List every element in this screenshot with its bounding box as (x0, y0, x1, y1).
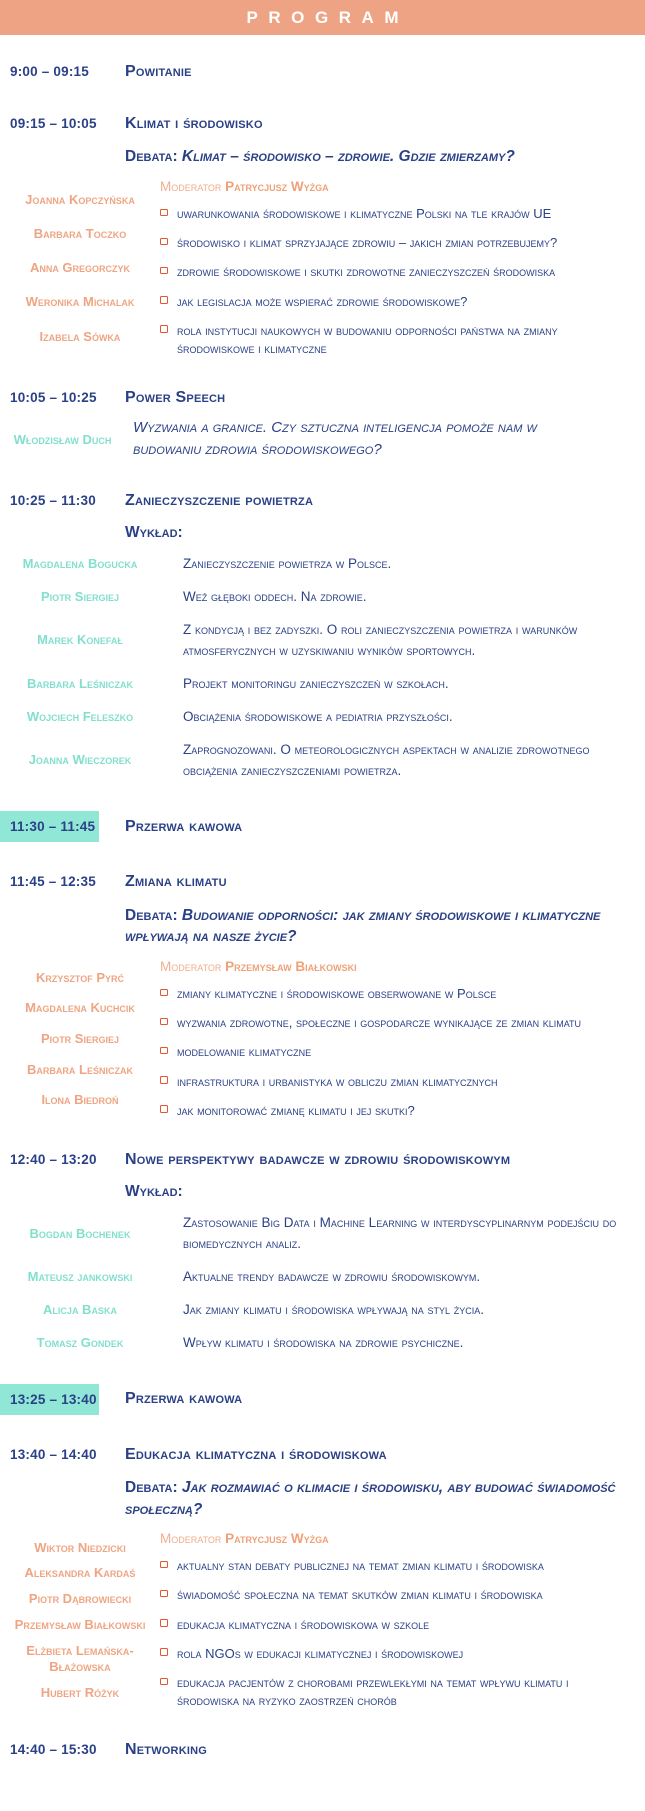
speaker-name: Aleksandra Kardaś (24, 1565, 136, 1581)
bullet-item (160, 1645, 603, 1663)
session-head (125, 1445, 645, 1521)
bullet-square-icon (160, 267, 168, 275)
talk-row (0, 587, 645, 608)
moderator-line (160, 179, 645, 194)
talk-row (0, 1213, 645, 1255)
speaker-name: Ilona Biedroń (41, 1092, 119, 1108)
talk-row (0, 620, 645, 662)
talk-speaker: Mateusz jankowski (27, 1268, 133, 1284)
time-label: 10:05 – 10:25 (10, 390, 97, 406)
session-section (0, 1445, 645, 1711)
talk-speaker: Barbara Leśniczak (27, 675, 133, 691)
bullet-text: aktualny stan debaty publicznej na temat zmian klimatu i środowiska (177, 1558, 544, 1574)
break-row (0, 1384, 645, 1415)
moderator-name: Patrycjusz Wyżga (225, 1531, 329, 1547)
speaker-name: Joanna Kopczyńska (25, 191, 135, 207)
bullet-text: świadomość społeczna na temat skutków zmian klimatu i środowiska (177, 1587, 543, 1603)
break-time-label: 13:25 – 13:40 (0, 1384, 99, 1415)
time-label: 14:40 – 15:30 (10, 1742, 97, 1758)
bullet-item (160, 1674, 603, 1710)
debate-label: Debata: (125, 1478, 182, 1496)
session-section (0, 114, 645, 358)
bullet-text: zmiany klimatyczne i środowiskowe obserwowane w Polsce (177, 986, 497, 1001)
talk-row (0, 554, 645, 575)
speaker-name: Barbara Toczko (33, 225, 127, 241)
debate-body (0, 179, 645, 358)
talk-speaker: Tomasz Gondek (36, 1334, 124, 1350)
talk-row (0, 674, 645, 695)
bullet-square-icon (160, 1018, 168, 1026)
speaker-name: Przemysław Białkowski (14, 1616, 146, 1632)
session-title: Zmiana klimatu (125, 873, 227, 891)
session-section (0, 872, 645, 1120)
debate-title-text: Budowanie odporności: jak zmiany środowiskowe i klimatyczne wpływają na nasze życie? (125, 906, 601, 946)
debate-label: Debata: (125, 148, 182, 166)
session-head (125, 388, 645, 407)
speaker-name: Anna Gregorczyk (29, 260, 131, 276)
talk-title: Projekt monitoringu zanieczyszczeń w szkołach. (183, 675, 449, 691)
bullet-item (160, 263, 603, 281)
debate-title-text: Jak rozmawiać o klimacie i środowisku, aby budować świadomość społeczną? (125, 1478, 616, 1518)
power-speech-row (0, 417, 645, 461)
session-title: Powitanie (125, 63, 192, 80)
bullet-square-icon (160, 1619, 168, 1627)
talk-row (0, 1267, 645, 1288)
talk-row (0, 707, 645, 728)
bullet-item (160, 205, 603, 223)
break-row (0, 811, 645, 842)
bullet-square-icon (160, 325, 168, 333)
talk-title: Zaprognozowani. O meteorologicznych aspektach w analizie zdrowotnego obciążenia zanieczyszczeniami powietrza. (183, 741, 590, 778)
bullet-item (160, 1102, 603, 1120)
speaker-name: Elżbieta Lemańska-Błażowska (26, 1642, 134, 1675)
session-header-row (0, 114, 645, 168)
talk-title: Aktualne trendy badawcze w zdrowiu środowiskowym. (183, 1268, 481, 1284)
bullet-list (160, 985, 645, 1120)
talk-title: Zastosowanie Big Data i Machine Learning w interdyscyplinarnym podejściu do biomedycznych analiz. (183, 1215, 617, 1252)
time-label: 13:40 – 14:40 (10, 1446, 97, 1462)
break-title: Przerwa kawowa (125, 1390, 243, 1408)
talk-speaker: Marek Konefał (37, 632, 123, 648)
talk-speaker: Magdalena Bogucka (22, 556, 138, 572)
bullet-text: jak legislacja może wspierać zdrowie środowiskowe? (177, 293, 468, 309)
bullet-text: infrastruktura i urbanistyka w obliczu zmian klimatycznych (177, 1073, 498, 1089)
talk-list (0, 1213, 645, 1354)
program-title: PROGRAM (246, 7, 410, 27)
talk-list (0, 554, 645, 781)
speaker-name: Wiktor Niedzicki (34, 1539, 126, 1555)
talk-speaker: Alicja Baska (43, 1301, 117, 1317)
speaker-name: Weronika Michalak (25, 294, 135, 310)
bullet-square-icon (160, 1105, 168, 1113)
moderator-line (160, 959, 645, 974)
bullet-item (160, 293, 603, 311)
moderator-line (160, 1531, 645, 1546)
talk-speaker: Wojciech Feleszko (26, 708, 134, 724)
session-head (125, 114, 645, 168)
speaker-name: Piotr Dąbrowiecki (28, 1591, 132, 1607)
bullet-text: zdrowie środowiskowe i skutki zdrowotne zanieczyszczeń środowiska (177, 264, 556, 280)
time-label: 09:15 – 10:05 (10, 116, 97, 132)
debate-title (125, 146, 637, 168)
moderator-label: Moderator (160, 179, 226, 195)
bullet-text: wyzwania zdrowotne, społeczne i gospodarcze wynikające ze zmian klimatu (177, 1015, 582, 1031)
bullet-text: środowisko i klimat sprzyjające zdrowiu – jakich zmian potrzebujemy? (177, 235, 558, 251)
session-title: Zanieczyszczenie powietrza (125, 491, 314, 509)
bullet-item (160, 1557, 603, 1575)
session-head (125, 62, 645, 81)
speaker-list (0, 179, 160, 358)
talk-title: Z kondycją i bez zadyszki. O roli zanieczyszczenia powietrza i warunków atmosferycznych w uzyskiwaniu wyników sportowych. (183, 621, 578, 658)
coffee-break-section (0, 811, 645, 842)
speaker-list (0, 959, 160, 1120)
time-label: 11:45 – 12:35 (10, 874, 96, 890)
bullet-square-icon (160, 1590, 168, 1598)
session-section (0, 388, 645, 461)
debate-right-column (160, 179, 645, 358)
bullet-text: modelowanie klimatyczne (177, 1044, 312, 1060)
speaker-name: Izabela Sówka (39, 328, 121, 344)
session-title: Networking (125, 1741, 207, 1759)
moderator-label: Moderator (160, 959, 226, 974)
bullet-text: edukacja klimatyczna i środowiskowa w szkole (177, 1616, 430, 1632)
time-label: 9:00 – 09:15 (10, 64, 89, 79)
bullet-item (160, 1616, 603, 1634)
talk-title: Obciążenia środowiskowe a pediatria przyszłości. (183, 708, 453, 724)
bullet-item (160, 234, 603, 252)
session-section (0, 1740, 645, 1759)
bullet-square-icon (160, 296, 168, 304)
bullet-square-icon (160, 989, 168, 997)
session-section (0, 1150, 645, 1354)
moderator-label: Moderator (160, 1531, 226, 1547)
power-speech-speaker: Włodzisław Duch (13, 431, 112, 447)
session-head (125, 872, 645, 948)
session-title: Edukacja klimatyczna i środowiskowa (125, 1445, 387, 1463)
bullet-square-icon (160, 1648, 168, 1656)
session-head (125, 1740, 645, 1759)
debate-title (125, 905, 637, 948)
session-head (125, 1150, 645, 1201)
bullet-square-icon (160, 1678, 168, 1686)
bullet-item (160, 985, 603, 1003)
bullet-list (160, 205, 645, 358)
bullet-list (160, 1557, 645, 1710)
bullet-square-icon (160, 1076, 168, 1084)
session-title: Power Speech (125, 389, 226, 407)
talk-speaker: Piotr Siergiej (41, 589, 119, 604)
bullet-square-icon (160, 209, 168, 217)
session-section (0, 491, 645, 782)
bullet-square-icon (160, 1047, 168, 1055)
time-label: 10:25 – 11:30 (10, 492, 96, 508)
bullet-item (160, 322, 603, 358)
time-label: 12:40 – 13:20 (10, 1151, 97, 1167)
session-header-row (0, 1445, 645, 1521)
break-time-label: 11:30 – 11:45 (0, 811, 99, 842)
bullet-text: rola instytucji naukowych w budowaniu odporności państwa na zmiany środowiskowe i klimatyczne (177, 322, 558, 356)
lecture-label: Wykład: (125, 524, 183, 542)
debate-right-column (160, 1531, 645, 1710)
talk-title: Wpływ klimatu i środowiska na zdrowie psychiczne. (183, 1334, 464, 1350)
bullet-square-icon (160, 1561, 168, 1569)
debate-label: Debata: (125, 906, 182, 924)
lecture-label: Wykład: (125, 1183, 183, 1201)
talk-title: Jak zmiany klimatu i środowiska wpływają na styl życia. (183, 1301, 485, 1317)
talk-row (0, 740, 645, 782)
bullet-item (160, 1586, 603, 1604)
program-header (0, 0, 645, 35)
talk-title: Weź głęboki oddech. Na zdrowie. (183, 588, 367, 604)
talk-speaker: Joanna Wieczorek (28, 752, 132, 768)
session-header-row (0, 1740, 645, 1759)
session-title: Klimat i środowisko (125, 115, 263, 133)
speaker-list (0, 1531, 160, 1710)
debate-right-column (160, 959, 645, 1120)
program-content (0, 35, 645, 1811)
debate-title (125, 1477, 637, 1520)
session-header-row (0, 62, 645, 81)
talk-row (0, 1300, 645, 1321)
session-section (0, 62, 645, 81)
bullet-item (160, 1043, 603, 1061)
speaker-name: Hubert Różyk (40, 1685, 120, 1701)
talk-speaker: Bogdan Bochenek (29, 1225, 131, 1241)
power-speech-title: Wyzwania a granice. Czy sztuczna inteligencja pomoże nam w budowaniu zdrowia środowiskowego? (133, 419, 537, 459)
session-title: Nowe perspektywy badawcze w zdrowiu środowiskowym (125, 1150, 511, 1168)
talk-row (0, 1333, 645, 1354)
coffee-break-section (0, 1384, 645, 1415)
speaker-name: Barbara Leśniczak (27, 1061, 133, 1077)
session-header-row (0, 1150, 645, 1201)
moderator-name: Przemysław Białkowski (225, 959, 357, 974)
session-head (125, 491, 645, 542)
speaker-name: Krzysztof Pyrć (35, 969, 124, 985)
bullet-item (160, 1014, 603, 1032)
session-header-row (0, 872, 645, 948)
debate-title-text: Klimat – środowisko – zdrowie. Gdzie zmierzamy? (181, 148, 515, 166)
debate-body (0, 1531, 645, 1710)
debate-body (0, 959, 645, 1120)
moderator-name: Patrycjusz Wyżga (225, 179, 329, 195)
bullet-text: jak monitorować zmianę klimatu i jej skutki? (177, 1102, 415, 1118)
bullet-text: uwarunkowania środowiskowe i klimatyczne Polski na tle krajów UE (177, 206, 552, 222)
bullet-text: rola NGOs w edukacji klimatycznej i środowiskowej (177, 1645, 464, 1661)
speaker-name: Magdalena Kuchcik (25, 1000, 135, 1016)
bullet-item (160, 1073, 603, 1091)
bullet-square-icon (160, 238, 168, 246)
session-header-row (0, 388, 645, 407)
session-header-row (0, 491, 645, 542)
speaker-name: Piotr Siergiej (41, 1031, 119, 1046)
talk-title: Zanieczyszczenie powietrza w Polsce. (183, 556, 392, 572)
bullet-text: edukacja pacjentów z chorobami przewlekłymi na temat wpływu klimatu i środowiska na ryzyko zaostrzeń chorób (177, 1675, 569, 1709)
break-title: Przerwa kawowa (125, 817, 243, 835)
